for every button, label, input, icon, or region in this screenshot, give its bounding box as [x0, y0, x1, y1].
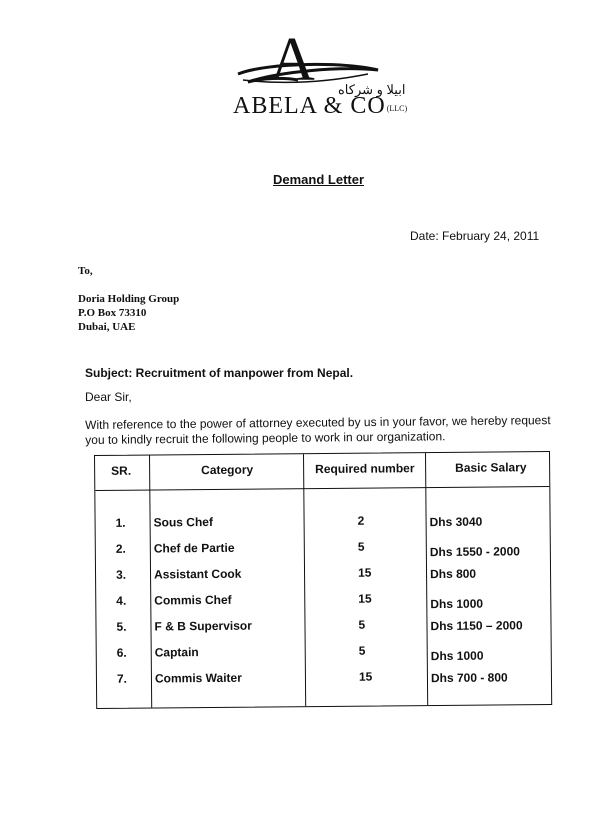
company-name-text: ABELA & CO — [233, 93, 386, 119]
row-sr: 5. — [116, 619, 127, 634]
recipient-line-1: Doria Holding Group — [78, 293, 180, 305]
table-row — [97, 642, 551, 672]
company-suffix: (LLC) — [386, 104, 408, 113]
row-basic-salary: Dhs 1000 — [430, 596, 484, 612]
row-category: F & B Supervisor — [154, 618, 252, 634]
table-row — [96, 590, 550, 620]
row-basic-salary: Dhs 1150 – 2000 — [430, 618, 523, 634]
recipient-address — [78, 292, 179, 334]
document-title: Demand Letter — [273, 172, 365, 187]
row-required-number: 15 — [357, 565, 372, 580]
row-category: Assistant Cook — [153, 566, 242, 582]
table-row — [96, 564, 550, 594]
logo-letter: A — [270, 26, 315, 94]
header-basic-salary: Basic Salary — [455, 460, 527, 475]
to-label: To, — [78, 265, 93, 277]
row-basic-salary: Dhs 800 — [429, 566, 477, 582]
table-row — [96, 538, 550, 568]
row-sr: 6. — [116, 645, 127, 660]
row-required-number: 15 — [358, 669, 373, 684]
row-sr: 3. — [115, 567, 127, 582]
recruitment-table — [94, 451, 552, 709]
row-basic-salary: Dhs 3040 — [429, 514, 483, 530]
row-category: Sous Chef — [153, 514, 213, 530]
row-category: Commis Waiter — [154, 670, 242, 686]
row-category: Captain — [154, 645, 199, 660]
row-sr: 4. — [116, 593, 127, 608]
row-basic-salary: Dhs 700 - 800 — [430, 670, 508, 686]
header-sr: SR. — [111, 463, 132, 478]
header-required-number: Required number — [315, 461, 415, 477]
letter-date: Date: February 24, 2011 — [410, 229, 540, 243]
arabic-company-name: ابيلا و شركاه — [338, 82, 406, 97]
table-row — [96, 616, 550, 646]
row-basic-salary: Dhs 1000 — [430, 648, 484, 664]
row-required-number: 15 — [358, 591, 372, 606]
salutation: Dear Sir, — [85, 390, 132, 404]
row-sr: 1. — [115, 515, 126, 530]
row-sr: 2. — [115, 541, 126, 556]
row-basic-salary: Dhs 1550 - 2000 — [429, 544, 520, 560]
row-sr: 7. — [116, 671, 128, 686]
header-divider — [95, 486, 549, 491]
row-required-number: 2 — [357, 513, 365, 528]
subject-line: Subject: Recruitment of manpower from Nepal. — [85, 366, 354, 380]
company-name — [233, 93, 407, 120]
row-required-number: 5 — [358, 643, 366, 658]
row-category: Commis Chef — [154, 592, 232, 608]
recipient-line-3: Dubai, UAE — [78, 321, 136, 333]
recipient-line-2: P.O Box 73310 — [78, 307, 147, 319]
body-paragraph: With reference to the power of attorney executed by us in your favor, we hereby request you to kindly recruit the following people to work in our organization. — [85, 413, 551, 447]
row-category: Chef de Partie — [153, 540, 235, 556]
row-required-number: 5 — [358, 617, 366, 632]
header-category: Category — [201, 462, 254, 478]
table-row — [96, 512, 550, 542]
table-row — [97, 668, 551, 698]
row-required-number: 5 — [357, 539, 365, 554]
